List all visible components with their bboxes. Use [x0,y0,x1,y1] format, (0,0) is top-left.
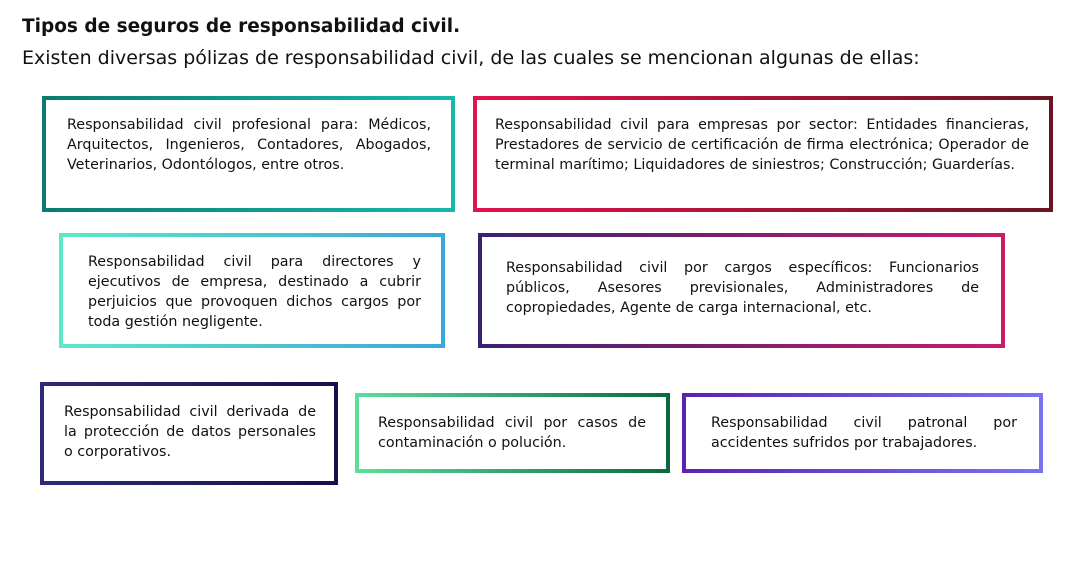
card-pollution-liability [355,393,670,473]
card-body [359,397,666,469]
card-directors-liability [59,233,445,348]
card-text: Responsabilidad civil por casos de contaminación o polución. [378,415,646,451]
page-subtitle: Existen diversas pólizas de responsabilidad civil, de las cuales se mencionan algunas de ellas: [22,47,920,69]
card-body [46,100,451,208]
card-text: Responsabilidad civil por cargos específicos: Funcionarios públicos, Asesores previsionales, Administradores de copropiedades, Agente de carga internacional, etc. [506,260,979,316]
card-specific-positions-liability [478,233,1005,348]
card-data-protection-liability [40,382,338,485]
card-text: Responsabilidad civil para empresas por sector: Entidades financieras, Prestadores de servicio de certificación de firma electrónica; Operador de terminal marítimo; Liquidadores de siniestros; Construcción; Guarderías. [495,117,1029,173]
card-business-sector-liability [473,96,1053,212]
card-body [44,386,334,481]
page-title: Tipos de seguros de responsabilidad civil. [22,16,461,37]
card-text: Responsabilidad civil patronal por accidentes sufridos por trabajadores. [711,415,1017,451]
card-body [482,237,1001,344]
card-employer-liability [682,393,1043,473]
card-body [63,237,441,344]
card-text: Responsabilidad civil profesional para: Médicos, Arquitectos, Ingenieros, Contadores, Abogados, Veterinarios, Odontólogos, entre otros. [67,117,431,173]
card-text: Responsabilidad civil derivada de la protección de datos personales o corporativos. [64,404,316,460]
card-text: Responsabilidad civil para directores y ejecutivos de empresa, destinado a cubrir perjuicios que provoquen dichos cargos por toda gestión negligente. [88,254,421,330]
card-body [686,397,1039,469]
card-professional-liability [42,96,455,212]
card-body [477,100,1049,208]
